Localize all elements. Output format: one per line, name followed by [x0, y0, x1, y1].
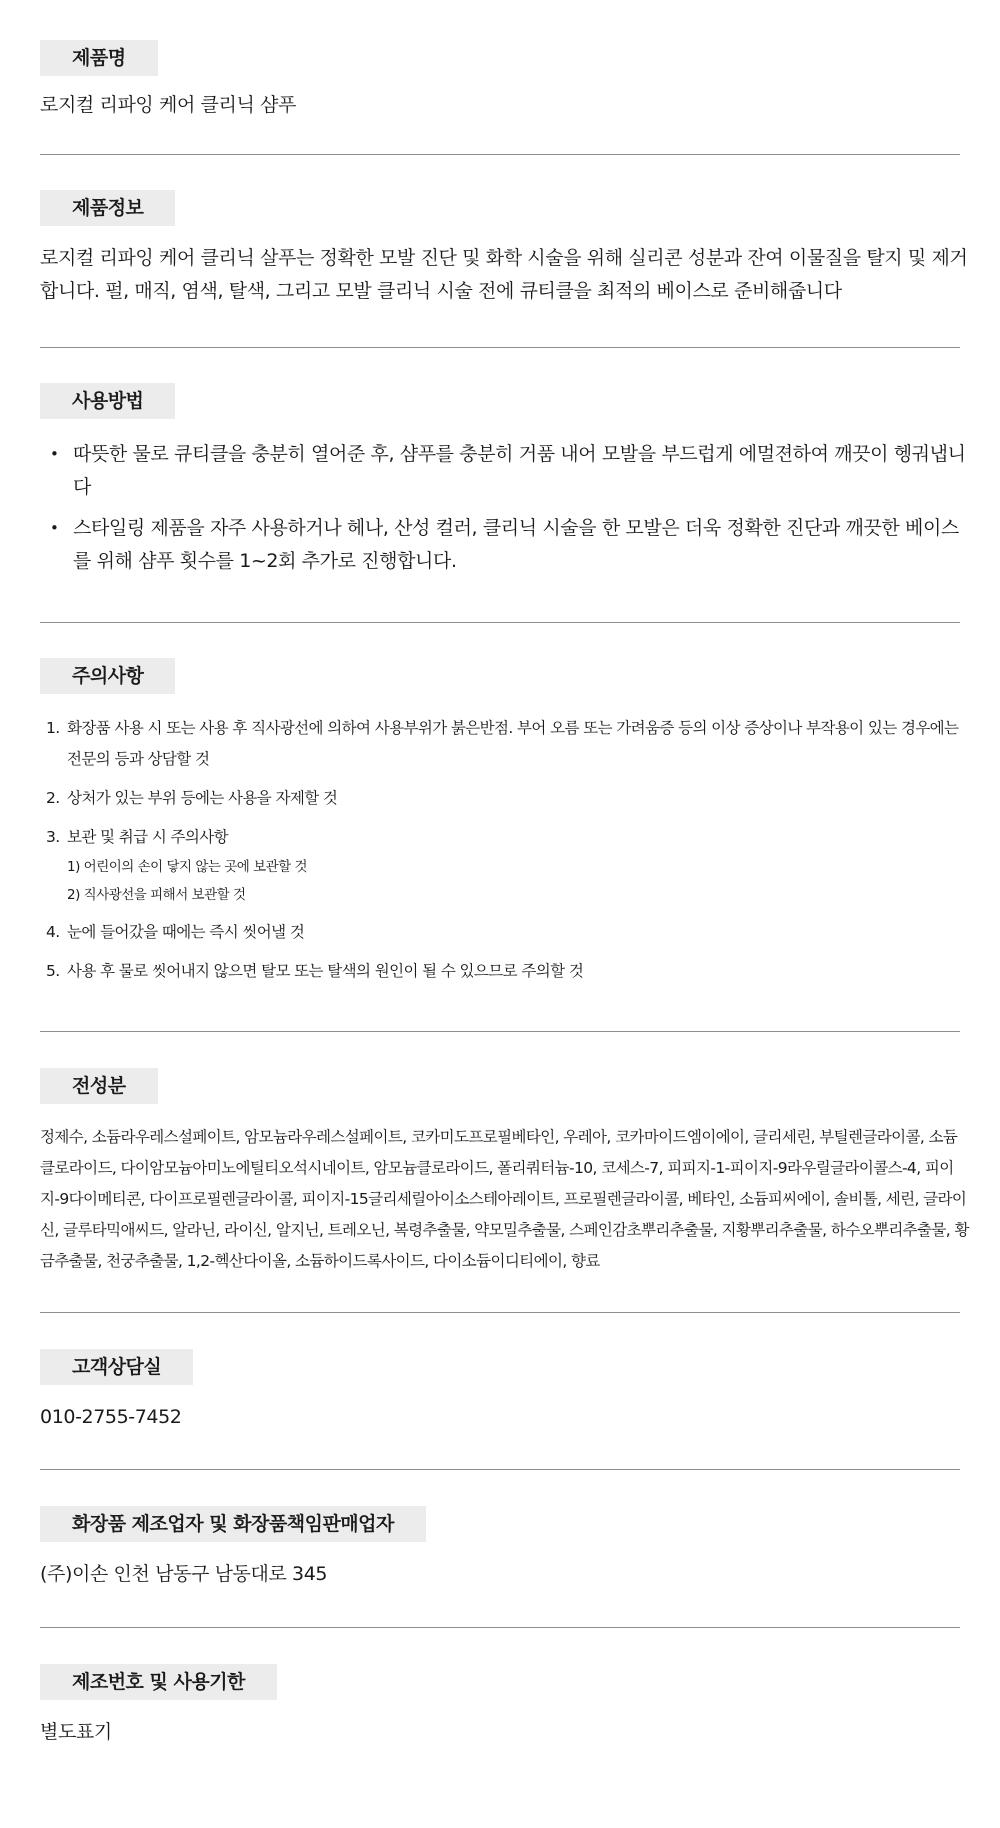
caution-item [40, 956, 970, 987]
caution-item [40, 917, 970, 948]
usage-section [40, 348, 966, 623]
caution-item-text: 화장품 사용 시 또는 사용 후 직사광선에 의하여 사용부위가 붉은반점. 부어 오름 또는 가려움증 등의 이상 증상이나 부작용이 있는 경우에는 전문의 등과 상담할 것 [67, 719, 959, 768]
caution-item-text: 사용 후 물로 씻어내지 않으면 탈모 또는 탈색의 원인이 될 수 있으므로 주의할 것 [67, 962, 584, 980]
caution-item-text: 눈에 들어갔을 때에는 즉시 씻어낼 것 [67, 923, 305, 941]
caution-item-number: 2. [46, 789, 60, 807]
manufacturer-label: 화장품 제조업자 및 화장품책임판매업자 [40, 1506, 426, 1542]
caution-item [40, 713, 970, 775]
caution-item-number: 4. [46, 923, 60, 941]
caution-item-number: 3. [46, 828, 60, 846]
ingredients-section [40, 1032, 969, 1313]
usage-label: 사용방법 [40, 383, 175, 419]
caution-item-number: 1. [46, 719, 60, 737]
caution-item-text: 보관 및 취급 시 주의사항 [67, 828, 229, 846]
caution-item [40, 783, 970, 814]
ingredients-value: 정제수, 소듐라우레스설페이트, 암모늄라우레스설페이트, 코카미도프로필베타인, 우레아, 코카마이드엠이에이, 글리세린, 부틸렌글라이콜, 소듐클로라이드, 다이암모늄아미노에틸티오석시네이트, 암모늄클로라이드, 폴리쿼터늄-10, 코세스-7, 피피지-1-피이지-9라우릴글라이콜스-4, 피이지-9다이메티콘, 다이프로필렌글라이콜, 피이지-15글리세릴아이소스테아레이트, 프로필렌글라이콜, 베타인, 소듐피씨에이, 솔비톨, 세린, 글라이신, 글루타믹애씨드, 알라닌, 라이신, 알지닌, 트레오닌, 복령추출물, 약모밀추출물, 스페인감초뿌리추출물, 지황뿌리추출물, 하수오뿌리추출물, 황금추출물, 천궁추출물, 1,2-헥산다이올, 소듐하이드록사이드, 다이소듐이디티에이, 향료 [40, 1128, 969, 1270]
usage-item: • 스타일링 제품을 자주 사용하거나 헤나, 산성 컬러, 클리닉 시술을 한 모발은 더욱 정확한 진단과 깨끗한 베이스를 위해 샴푸 횟수를 1~2회 추가로 진행합니다. [40, 512, 970, 578]
caution-list [40, 713, 960, 987]
customer-service-label: 고객상담실 [40, 1349, 193, 1385]
manufacturer-value: (주)이손 인천 남동구 남동대로 345 [40, 1563, 328, 1585]
customer-service-section [40, 1313, 960, 1470]
product-name-value: 로지컬 리파잉 케어 클리닉 샴푸 [40, 94, 296, 116]
manufacturer-section [40, 1470, 960, 1628]
product-name-section [40, 0, 960, 155]
expiry-section [40, 1628, 960, 1749]
caution-sublist [67, 853, 970, 909]
caution-item [40, 822, 970, 909]
usage-list [40, 438, 966, 578]
caution-section [40, 623, 960, 1032]
customer-service-phone: 010-2755-7452 [40, 1406, 182, 1428]
expiry-value: 별도표기 [40, 1721, 112, 1743]
caution-item-number: 5. [46, 962, 60, 980]
caution-subitem: 1) 어린이의 손이 닿지 않는 곳에 보관할 것 [67, 859, 308, 875]
product-name-label: 제품명 [40, 40, 158, 76]
caution-label: 주의사항 [40, 658, 175, 694]
usage-item: • 따뜻한 물로 큐티클을 충분히 열어준 후, 샴푸를 충분히 거품 내어 모발을 부드럽게 에멀젼하여 깨끗이 헹궈냅니다 [40, 438, 970, 504]
expiry-label: 제조번호 및 사용기한 [40, 1664, 277, 1700]
ingredients-label: 전성분 [40, 1068, 158, 1104]
caution-item-text: 상처가 있는 부위 등에는 사용을 자제할 것 [67, 789, 338, 807]
product-info-section [40, 155, 968, 348]
product-info-label: 제품정보 [40, 190, 175, 226]
product-info-value: 로지컬 리파잉 케어 클리닉 살푸는 정확한 모발 진단 및 화학 시술을 위해 실리콘 성분과 잔여 이물질을 탈지 및 제거합니다. 펄, 매직, 염색, 탈색, 그리고 모발 클리닉 시술 전에 큐티클을 최적의 베이스로 준비해줍니다 [40, 247, 968, 302]
caution-subitem: 2) 직사광선을 피해서 보관할 것 [67, 887, 246, 903]
